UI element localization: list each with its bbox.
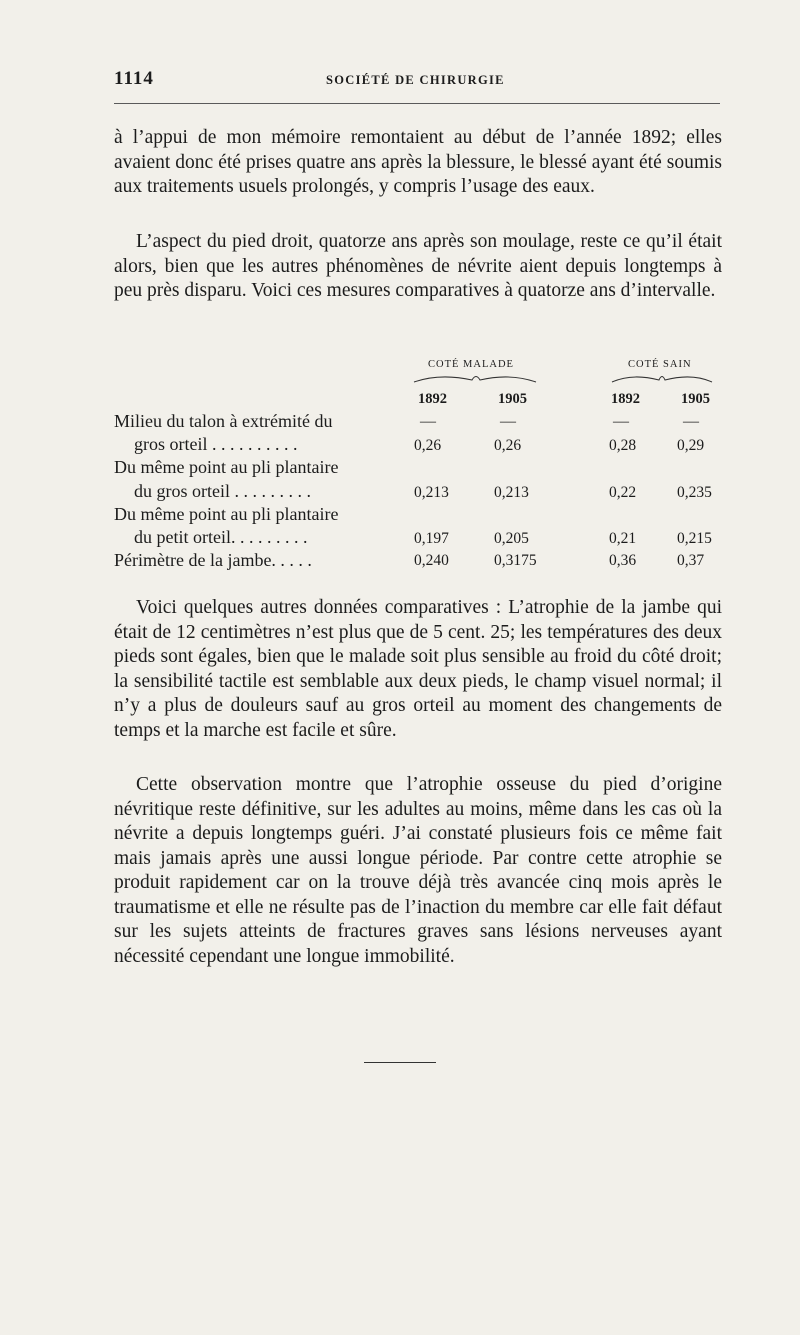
- year-sain-1905: 1905: [681, 391, 710, 407]
- end-rule: [364, 1062, 436, 1063]
- year-sain-1892: 1892: [611, 391, 640, 407]
- dash-2: —: [500, 413, 516, 430]
- row-1-sain-1892: 0,28: [609, 437, 637, 454]
- dash-3: —: [613, 413, 629, 430]
- row-2-label-line-2: du gros orteil . . . . . . . . .: [134, 481, 311, 501]
- running-title: SOCIÉTÉ DE CHIRURGIE: [326, 73, 505, 87]
- row-2-label-line-1: Du même point au pli plantaire: [114, 457, 339, 477]
- paragraph-4: Cette observation montre que l’atrophie osseuse du pied d’origine névritique reste définitive, sur les adultes au moins, même dans les cas où la névrite a depuis longtemps guéri. J’ai constaté plusieurs fois ce même fait mais jamais après une aussi longue période. Par contre cette atrophie se produit rapidement car on la trouve déjà très avancée cinq mois après le traumatisme et elle ne résulte pas de l’inaction du membre car elle fait défaut sur les sujets atteints de fractures graves sans lésions nerveuses ayant nécessité cependant une longue immobilité.: [114, 774, 722, 967]
- row-2-sain-1905: 0,235: [677, 484, 712, 501]
- group-header-sain: COTÉ SAIN: [628, 359, 692, 370]
- row-1-label-line-2: gros orteil . . . . . . . . . .: [134, 434, 298, 454]
- row-4-malade-1905: 0,3175: [494, 552, 537, 569]
- row-3-malade-1892: 0,197: [414, 530, 449, 547]
- row-3-sain-1905: 0,215: [677, 530, 712, 547]
- page-number: 1114: [114, 68, 154, 89]
- row-1-sain-1905: 0,29: [677, 437, 705, 454]
- year-malade-1892: 1892: [418, 391, 447, 407]
- year-malade-1905: 1905: [498, 391, 527, 407]
- paragraph-1: à l’appui de mon mémoire remontaient au début de l’année 1892; elles avaient donc été prises quatre ans après la blessure, le blessé ayant été soumis aux traitements usuels prolongés, y compris l’usage des eaux.: [114, 127, 722, 197]
- row-3-malade-1905: 0,205: [494, 530, 529, 547]
- row-3-label-line-1: Du même point au pli plantaire: [114, 504, 339, 524]
- group-header-malade: COTÉ MALADE: [428, 359, 514, 370]
- row-4-sain-1892: 0,36: [609, 552, 637, 569]
- dash-4: —: [683, 413, 699, 430]
- measurements-table: [0, 0, 800, 600]
- dash-1: —: [420, 413, 436, 430]
- row-3-label-line-2: du petit orteil. . . . . . . . .: [134, 527, 308, 547]
- row-2-malade-1905: 0,213: [494, 484, 529, 501]
- row-4-sain-1905: 0,37: [677, 552, 705, 569]
- row-2-malade-1892: 0,213: [414, 484, 449, 501]
- row-2-sain-1892: 0,22: [609, 484, 637, 501]
- paragraph-3: Voici quelques autres données comparatives : L’atrophie de la jambe qui était de 12 centimètres n’est plus que de 5 cent. 25; les températures des deux pieds sont égales, bien que le malade soit plus sensible au froid du côté droit; la sensibilité tactile est semblable aux deux pieds, le champ visuel normal; il n’y a plus de douleurs sauf au gros orteil au moment des changements de temps et la marche est facile et sûre.: [114, 597, 722, 741]
- brace-sain: [608, 371, 716, 385]
- brace-malade: [410, 371, 540, 385]
- row-1-malade-1905: 0,26: [494, 437, 522, 454]
- row-1-label-line-1: Milieu du talon à extrémité du: [114, 411, 333, 431]
- row-4-label: Périmètre de la jambe. . . . .: [114, 550, 312, 570]
- row-3-sain-1892: 0,21: [609, 530, 637, 547]
- row-4-malade-1892: 0,240: [414, 552, 449, 569]
- paragraph-2: L’aspect du pied droit, quatorze ans après son moulage, reste ce qu’il était alors, bien que les autres phénomènes de névrite aient depuis longtemps à peu près disparu. Voici ces mesures comparatives à quatorze ans d’intervalle.: [114, 231, 722, 301]
- row-1-malade-1892: 0,26: [414, 437, 442, 454]
